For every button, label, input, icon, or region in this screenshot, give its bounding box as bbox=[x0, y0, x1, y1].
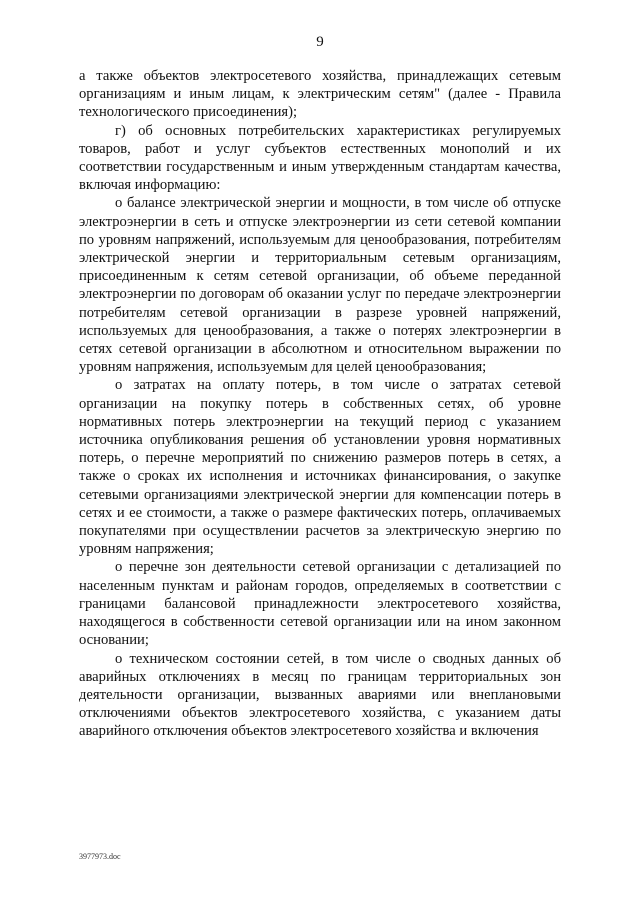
paragraph-item-g: г) об основных потребительских характеристиках регулируемых товаров, работ и услуг субъектов естественных монополий и их соответствии государственным и иным утвержденным стандартам качества, включая информацию: bbox=[79, 122, 561, 194]
document-body bbox=[79, 67, 561, 741]
document-file-reference: 3977973.doc bbox=[79, 852, 121, 861]
paragraph-energy-balance: о балансе электрической энергии и мощности, в том числе об отпуске электроэнергии в сеть и отпуске электроэнергии из сети сетевой компании по уровням напряжений, используемым для ценообразования, потребителям электрической энергии и территориальным сетевым организациям, присоединенным к сетям сетевой организации, об объеме переданной электроэнергии по договорам об оказании услуг по передаче электроэнергии потребителям сетевой организации в разрезе уровней напряжений, используемых для ценообразования, а также о потерях электроэнергии в сетях сетевой организации в абсолютном и относительном выражении по уровням напряжения, используемым для целей ценообразования; bbox=[79, 195, 561, 376]
paragraph-network-condition: о техническом состоянии сетей, в том числе о сводных данных об аварийных отключениях в месяц по границам территориальных зон деятельности организации, вызванных авариями или внеплановыми отключениями объектов электросетевого хозяйства, с указанием даты аварийного отключения объектов электросетевого хозяйства и включения bbox=[79, 650, 561, 740]
paragraph-continuation: а также объектов электросетевого хозяйства, принадлежащих сетевым организациям и иным лицам, к электрическим сетям" (далее - Правила технологического присоединения); bbox=[79, 68, 561, 121]
page-number: 9 bbox=[316, 34, 324, 50]
paragraph-service-zones: о перечне зон деятельности сетевой организации с детализацией по населенным пунктам и районам городов, определяемых в соответствии с границами балансовой принадлежности электросетевого хозяйства, находящегося в собственности сетевой организации или на ином законном основании; bbox=[79, 559, 561, 649]
paragraph-loss-costs: о затратах на оплату потерь, в том числе о затратах сетевой организации на покупку потерь в собственных сетях, об уровне нормативных потерь электроэнергии на текущий период с указанием источника опубликования решения об установлении уровня нормативных потерь, о перечне мероприятий по снижению размеров потерь в сетях, а также о сроках их исполнения и источниках финансирования, о закупке сетевыми организациями электрической энергии для компенсации потерь в сетях и ее стоимости, а также о размере фактических потерь, оплачиваемых покупателями при осуществлении расчетов за электрическую энергию по уровням напряжения; bbox=[79, 377, 561, 558]
